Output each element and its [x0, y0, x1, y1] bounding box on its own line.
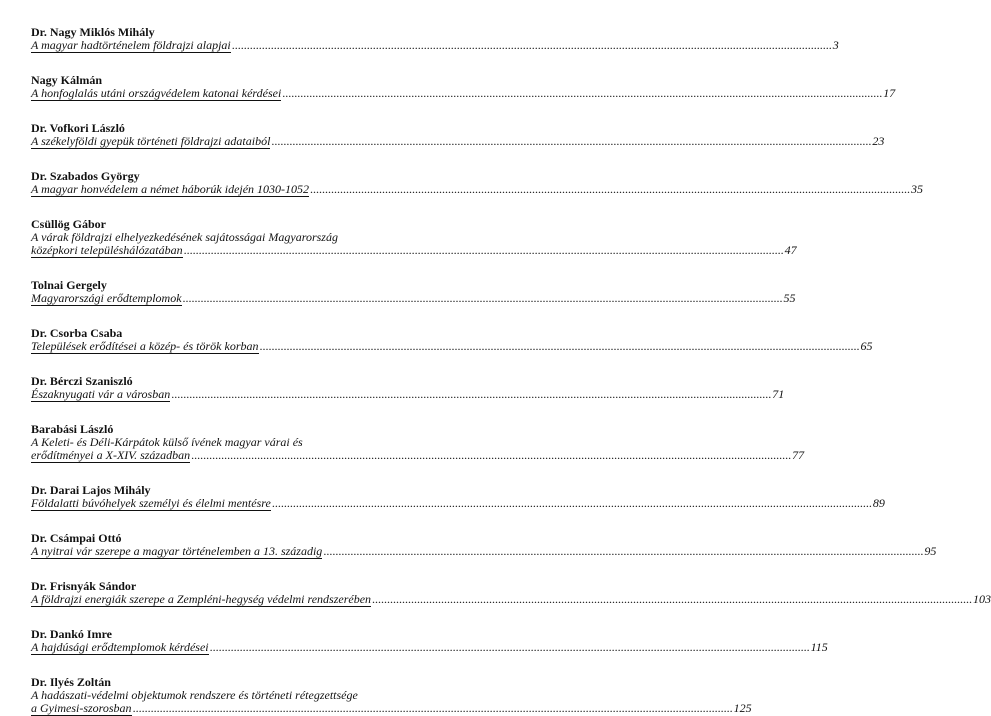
toc-author: Dr. Frisnyák Sándor — [31, 579, 137, 593]
toc-title-leader-line — [31, 544, 937, 559]
toc-page-number: 89 — [872, 496, 885, 510]
dot-leader: ........................................................................................................................................................................................................ — [191, 448, 792, 462]
toc-author: Dr. Vofkori László — [31, 121, 125, 135]
toc-title: erődítményei a X-XIV. században — [31, 448, 191, 462]
toc-author: Dr. Csámpai Ottó — [31, 531, 122, 545]
toc-page-number: 3 — [832, 38, 839, 52]
toc-page-number: 95 — [924, 544, 937, 558]
toc-entry[interactable] — [31, 675, 752, 716]
toc-page-number: 35 — [911, 182, 924, 196]
toc-entry[interactable] — [31, 579, 991, 607]
dot-leader: ........................................................................................................................................................................................................ — [310, 182, 911, 196]
toc-entry[interactable] — [31, 217, 797, 258]
toc-author: Dr. Bérczi Szaniszló — [31, 374, 133, 388]
toc-author: Dr. Szabados György — [31, 169, 140, 183]
toc-title-line: A Keleti- és Déli-Kárpátok külső ívének magyar várai és — [31, 435, 303, 449]
toc-title: A nyitrai vár szerepe a magyar történelemben a 13. századig — [31, 544, 323, 558]
toc-title-leader-line — [31, 448, 805, 463]
toc-title-leader-line — [31, 243, 797, 258]
toc-author: Dr. Nagy Miklós Mihály — [31, 25, 155, 39]
dot-leader: ........................................................................................................................................................................................................ — [182, 291, 783, 305]
toc-title: A székelyföldi gyepük történeti földrajzi adataiból — [31, 134, 271, 148]
toc-title-leader-line — [31, 701, 752, 716]
toc-page-number: 17 — [883, 86, 896, 100]
toc-page-number: 103 — [973, 592, 991, 606]
toc-entry[interactable] — [31, 374, 785, 402]
toc-title-leader-line — [31, 496, 885, 511]
dot-leader: ........................................................................................................................................................................................................ — [209, 640, 810, 654]
dot-leader: ........................................................................................................................................................................................................ — [132, 701, 733, 715]
toc-title: Földalatti búvóhelyek személyi és élelmi mentésre — [31, 496, 271, 510]
toc-page-number: 71 — [772, 387, 785, 401]
toc-author: Csüllög Gábor — [31, 217, 107, 231]
toc-author: Barabási László — [31, 422, 114, 436]
toc-title: A magyar honvédelem a német háborúk idején 1030-1052 — [31, 182, 310, 196]
toc-title-leader-line — [31, 640, 828, 655]
toc-title-leader-line — [31, 182, 924, 197]
toc-title: Települések erődítései a közép- és török korban — [31, 339, 259, 353]
toc-entry[interactable] — [31, 278, 796, 306]
toc-title-leader-line — [31, 291, 796, 306]
toc-author: Nagy Kálmán — [31, 73, 103, 87]
dot-leader: ........................................................................................................................................................................................................ — [372, 592, 973, 606]
dot-leader: ........................................................................................................................................................................................................ — [259, 339, 860, 353]
toc-title: A honfoglalás utáni országvédelem katonai kérdései — [31, 86, 282, 100]
toc-entry[interactable] — [31, 422, 805, 463]
toc-entry[interactable] — [31, 531, 937, 559]
toc-entry[interactable] — [31, 627, 828, 655]
table-of-contents — [31, 25, 991, 716]
toc-page-number: 47 — [784, 243, 797, 257]
toc-page-number: 125 — [733, 701, 752, 715]
toc-title-line: A hadászati-védelmi objektumok rendszere és történeti rétegzettsége — [31, 688, 358, 702]
toc-title-leader-line — [31, 339, 873, 354]
toc-entry[interactable] — [31, 121, 885, 149]
toc-title-leader-line — [31, 86, 896, 101]
toc-title: Északnyugati vár a városban — [31, 387, 171, 401]
toc-title: Magyarországi erődtemplomok — [31, 291, 182, 305]
toc-entry[interactable] — [31, 25, 839, 53]
toc-title-leader-line — [31, 387, 785, 402]
toc-page-number: 55 — [783, 291, 796, 305]
dot-leader: ........................................................................................................................................................................................................ — [171, 387, 772, 401]
toc-author: Dr. Ilyés Zoltán — [31, 675, 111, 689]
toc-entry[interactable] — [31, 483, 885, 511]
dot-leader: ........................................................................................................................................................................................................ — [271, 134, 872, 148]
dot-leader: ........................................................................................................................................................................................................ — [271, 496, 872, 510]
toc-page-number: 77 — [792, 448, 805, 462]
dot-leader: ........................................................................................................................................................................................................ — [282, 86, 883, 100]
toc-title: középkori településhálózatában — [31, 243, 183, 257]
toc-author: Dr. Dankó Imre — [31, 627, 113, 641]
toc-title: A magyar hadtörténelem földrajzi alapjai — [31, 38, 231, 52]
toc-entry[interactable] — [31, 169, 924, 197]
toc-title-leader-line — [31, 134, 885, 149]
toc-author: Tolnai Gergely — [31, 278, 107, 292]
toc-title: A földrajzi energiák szerepe a Zempléni-hegység védelmi rendszerében — [31, 592, 372, 606]
toc-page-number: 65 — [860, 339, 873, 353]
toc-title: a Gyimesi-szorosban — [31, 701, 132, 715]
toc-title-leader-line — [31, 38, 839, 53]
toc-entry[interactable] — [31, 73, 896, 101]
toc-title: A hajdúsági erődtemplomok kérdései — [31, 640, 209, 654]
dot-leader: ........................................................................................................................................................................................................ — [183, 243, 784, 257]
toc-page-number: 115 — [810, 640, 828, 654]
toc-title-leader-line — [31, 592, 991, 607]
dot-leader: ........................................................................................................................................................................................................ — [323, 544, 924, 558]
toc-author: Dr. Darai Lajos Mihály — [31, 483, 151, 497]
dot-leader: ........................................................................................................................................................................................................ — [231, 38, 832, 52]
toc-page-number: 23 — [872, 134, 885, 148]
toc-author: Dr. Csorba Csaba — [31, 326, 123, 340]
toc-entry[interactable] — [31, 326, 873, 354]
toc-title-line: A várak földrajzi elhelyezkedésének sajátosságai Magyarország — [31, 230, 338, 244]
